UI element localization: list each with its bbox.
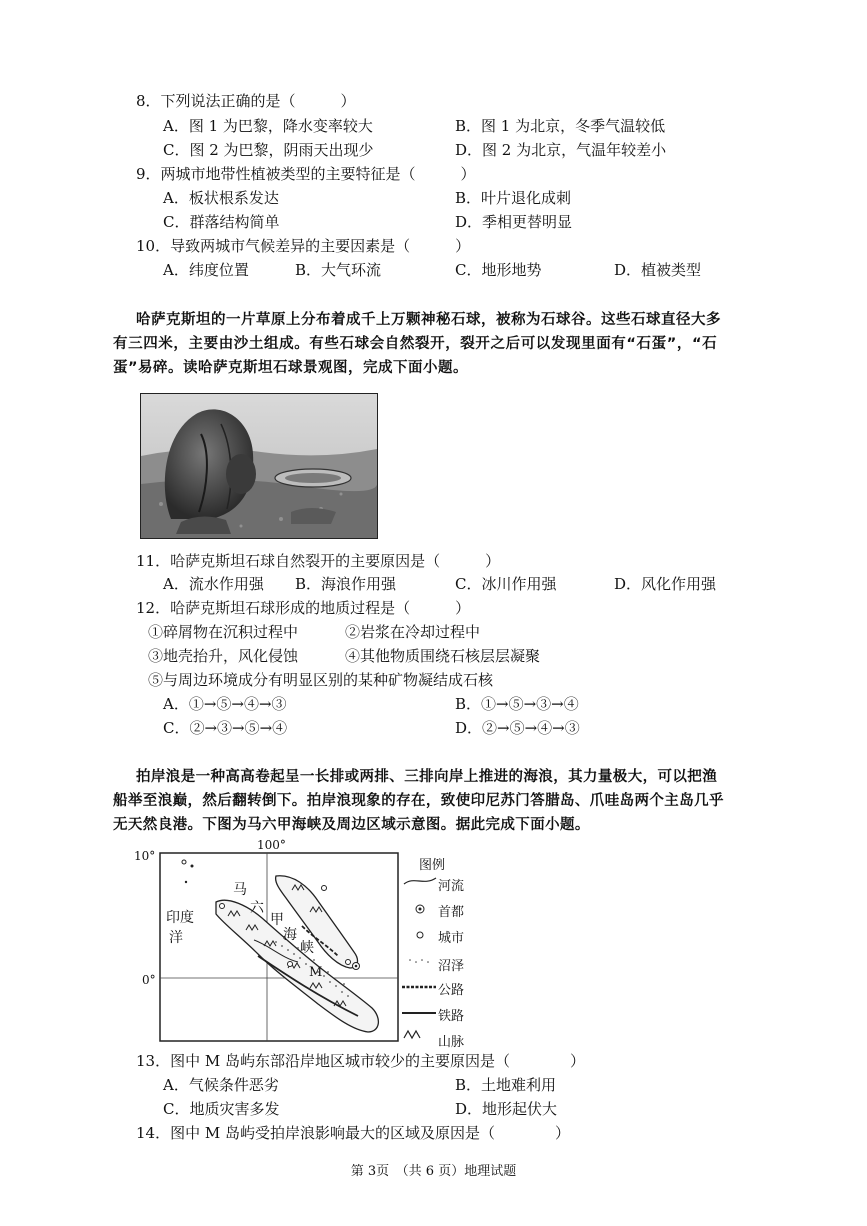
map-strait-label-2: 六: [250, 900, 264, 916]
q12-statement-3: ③地壳抬升，风化侵蚀: [148, 647, 299, 665]
q10-option-a[interactable]: A．纬度位置: [163, 261, 249, 279]
map-strait-label-5: 峡: [300, 940, 314, 956]
q12-option-c[interactable]: C．②→③→⑤→④: [163, 719, 288, 737]
q12-stem: 12．哈萨克斯坦石球形成的地质过程是（ ）: [136, 599, 471, 617]
q9-option-a[interactable]: A．板状根系发达: [163, 189, 279, 207]
q11-option-b[interactable]: B．海浪作用强: [295, 575, 397, 593]
q9-option-d[interactable]: D．季相更替明显: [455, 213, 573, 231]
q8-option-c[interactable]: C．图 2 为巴黎，阴雨天出现少: [163, 141, 374, 159]
q9-option-c[interactable]: C．群落结构简单: [163, 213, 280, 231]
q13-option-a[interactable]: A．气候条件恶劣: [163, 1076, 279, 1094]
q11-option-d[interactable]: D．风化作用强: [614, 575, 717, 593]
map-strait-label-1: 马: [233, 882, 247, 898]
q12-statement-1: ①碎屑物在沉积过程中: [148, 623, 299, 641]
q8-option-b[interactable]: B．图 1 为北京，冬季气温较低: [455, 117, 666, 135]
legend-river: 河流: [438, 879, 465, 894]
map-strait-label-3: 甲: [270, 912, 284, 928]
legend-mountain: 山脉: [438, 1035, 465, 1050]
q13-option-c[interactable]: C．地质灾害多发: [163, 1100, 280, 1118]
q12-option-d[interactable]: D．②→⑤→④→③: [455, 719, 580, 737]
passage2-line1: 拍岸浪是一种高高卷起呈一长排或两排、三排向岸上推进的海浪，其力量极大，可以把渔: [136, 769, 718, 785]
passage2-line3: 无天然良港。下图为马六甲海峡及周边区域示意图。据此完成下面小题。: [113, 817, 590, 833]
passage2-line2: 船举至浪巅，然后翻转倒下。拍岸浪现象的存在，致使印尼苏门答腊岛、爪哇岛两个主岛几乎: [113, 793, 724, 809]
legend-railway: 铁路: [438, 1009, 465, 1024]
q10-option-d[interactable]: D．植被类型: [614, 261, 702, 279]
q11-stem: 11．哈萨克斯坦石球自然裂开的主要原因是（ ）: [136, 552, 501, 570]
q13-option-d[interactable]: D．地形起伏大: [455, 1100, 558, 1118]
q13-option-b[interactable]: B．土地难利用: [455, 1076, 557, 1094]
passage1-line3: 蛋”易碎。读哈萨克斯坦石球景观图，完成下面小题。: [113, 360, 469, 376]
q12-option-b[interactable]: B．①→⑤→③→④: [455, 695, 579, 713]
q11-option-a[interactable]: A．流水作用强: [163, 575, 264, 593]
q9-option-b[interactable]: B．叶片退化成刺: [455, 189, 572, 207]
legend-swamp: 沼泽: [438, 959, 465, 974]
passage1-line1: 哈萨克斯坦的一片草原上分布着成千上万颗神秘石球，被称为石球谷。这些石球直径大多: [136, 312, 721, 328]
q11-option-c[interactable]: C．冰川作用强: [455, 575, 557, 593]
map-island-m-label: M: [309, 965, 323, 980]
q10-stem: 10．导致两城市气候差异的主要因素是（ ）: [136, 237, 471, 255]
q12-statement-2: ②岩浆在冷却过程中: [345, 623, 481, 641]
q12-statement-4: ④其他物质围绕石核层层凝聚: [345, 647, 541, 665]
map-ocean-label-1: 印: [166, 910, 180, 926]
map-ocean-label-2: 度: [180, 910, 194, 926]
map-ocean-label-3: 洋: [169, 930, 183, 946]
q12-statement-5: ⑤与周边环境成分有明显区别的某种矿物凝结成石核: [148, 671, 494, 689]
q8-stem: 8．下列说法正确的是（ ）: [136, 92, 356, 110]
q12-option-a[interactable]: A．①→⑤→④→③: [163, 695, 287, 713]
passage1-line2: 有三四米，主要由沙土组成。有些石球会自然裂开，裂开之后可以发现里面有“石蛋”，“石: [113, 336, 718, 352]
q13-stem: 13．图中 M 岛屿东部沿岸地区城市较少的主要原因是（ ）: [136, 1052, 585, 1070]
legend-highway: 公路: [438, 983, 465, 998]
stone-ball-photo: [140, 393, 378, 539]
q9-stem: 9．两城市地带性植被类型的主要特征是（ ）: [136, 165, 476, 183]
map-legend-title: 图例: [419, 858, 446, 873]
q10-option-b[interactable]: B．大气环流: [295, 261, 382, 279]
legend-capital: 首都: [438, 905, 465, 920]
q8-option-d[interactable]: D．图 2 为北京，气温年较差小: [455, 141, 667, 159]
q10-option-c[interactable]: C．地形地势: [455, 261, 542, 279]
legend-city: 城市: [438, 931, 465, 946]
q14-stem: 14．图中 M 岛屿受拍岸浪影响最大的区域及原因是（ ）: [136, 1124, 570, 1142]
page-footer: 第 3页 （共 6 页）地理试题: [350, 1164, 517, 1179]
q8-option-a[interactable]: A．图 1 为巴黎，降水变率较大: [163, 117, 373, 135]
map-lon-100: 100°: [257, 838, 286, 852]
map-lat-10: 10°: [134, 849, 156, 863]
map-strait-label-4: 海: [283, 927, 297, 943]
map-lat-0: 0°: [142, 973, 156, 987]
